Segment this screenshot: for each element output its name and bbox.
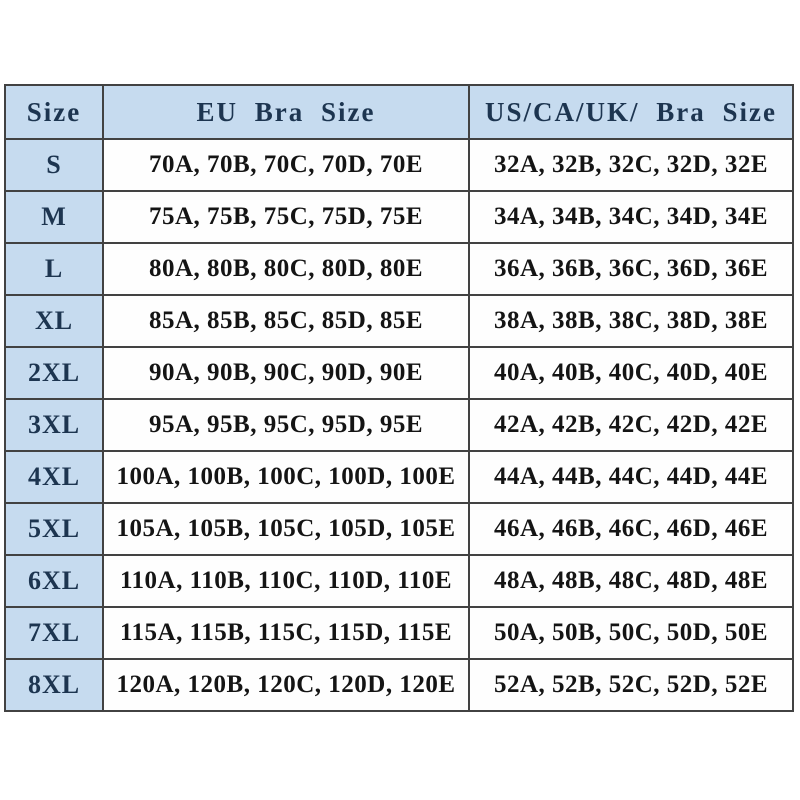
table-row [5, 347, 793, 399]
us-ca-uk-bra-size-cell: 46A, 46B, 46C, 46D, 46E [469, 503, 793, 555]
us-ca-uk-bra-size-cell: 38A, 38B, 38C, 38D, 38E [469, 295, 793, 347]
table-row [5, 659, 793, 711]
eu-bra-size-cell: 90A, 90B, 90C, 90D, 90E [103, 347, 469, 399]
us-ca-uk-bra-size-cell: 52A, 52B, 52C, 52D, 52E [469, 659, 793, 711]
eu-bra-size-cell: 105A, 105B, 105C, 105D, 105E [103, 503, 469, 555]
table-row [5, 607, 793, 659]
column-header-size: Size [5, 85, 103, 139]
eu-bra-size-cell: 95A, 95B, 95C, 95D, 95E [103, 399, 469, 451]
size-cell: 4XL [5, 451, 103, 503]
us-ca-uk-bra-size-cell: 42A, 42B, 42C, 42D, 42E [469, 399, 793, 451]
size-cell: 3XL [5, 399, 103, 451]
table-row [5, 555, 793, 607]
us-ca-uk-bra-size-cell: 40A, 40B, 40C, 40D, 40E [469, 347, 793, 399]
eu-bra-size-cell: 80A, 80B, 80C, 80D, 80E [103, 243, 469, 295]
us-ca-uk-bra-size-cell: 32A, 32B, 32C, 32D, 32E [469, 139, 793, 191]
size-cell: 2XL [5, 347, 103, 399]
size-cell: 8XL [5, 659, 103, 711]
eu-bra-size-cell: 110A, 110B, 110C, 110D, 110E [103, 555, 469, 607]
size-chart-table [4, 84, 794, 712]
eu-bra-size-cell: 70A, 70B, 70C, 70D, 70E [103, 139, 469, 191]
us-ca-uk-bra-size-cell: 44A, 44B, 44C, 44D, 44E [469, 451, 793, 503]
table-row [5, 139, 793, 191]
table-row [5, 295, 793, 347]
us-ca-uk-bra-size-cell: 48A, 48B, 48C, 48D, 48E [469, 555, 793, 607]
table-row [5, 243, 793, 295]
size-cell: S [5, 139, 103, 191]
table-row [5, 503, 793, 555]
size-cell: XL [5, 295, 103, 347]
size-cell: 7XL [5, 607, 103, 659]
column-header-eu-bra-size: EU Bra Size [103, 85, 469, 139]
us-ca-uk-bra-size-cell: 34A, 34B, 34C, 34D, 34E [469, 191, 793, 243]
eu-bra-size-cell: 85A, 85B, 85C, 85D, 85E [103, 295, 469, 347]
table-body [5, 139, 793, 711]
table-row [5, 399, 793, 451]
table-header-row [5, 85, 793, 139]
eu-bra-size-cell: 115A, 115B, 115C, 115D, 115E [103, 607, 469, 659]
us-ca-uk-bra-size-cell: 36A, 36B, 36C, 36D, 36E [469, 243, 793, 295]
table-row [5, 451, 793, 503]
size-cell: 5XL [5, 503, 103, 555]
size-cell: L [5, 243, 103, 295]
size-cell: 6XL [5, 555, 103, 607]
eu-bra-size-cell: 120A, 120B, 120C, 120D, 120E [103, 659, 469, 711]
column-header-us-ca-uk-bra-size: US/CA/UK/ Bra Size [469, 85, 793, 139]
size-cell: M [5, 191, 103, 243]
eu-bra-size-cell: 100A, 100B, 100C, 100D, 100E [103, 451, 469, 503]
us-ca-uk-bra-size-cell: 50A, 50B, 50C, 50D, 50E [469, 607, 793, 659]
table-row [5, 191, 793, 243]
eu-bra-size-cell: 75A, 75B, 75C, 75D, 75E [103, 191, 469, 243]
